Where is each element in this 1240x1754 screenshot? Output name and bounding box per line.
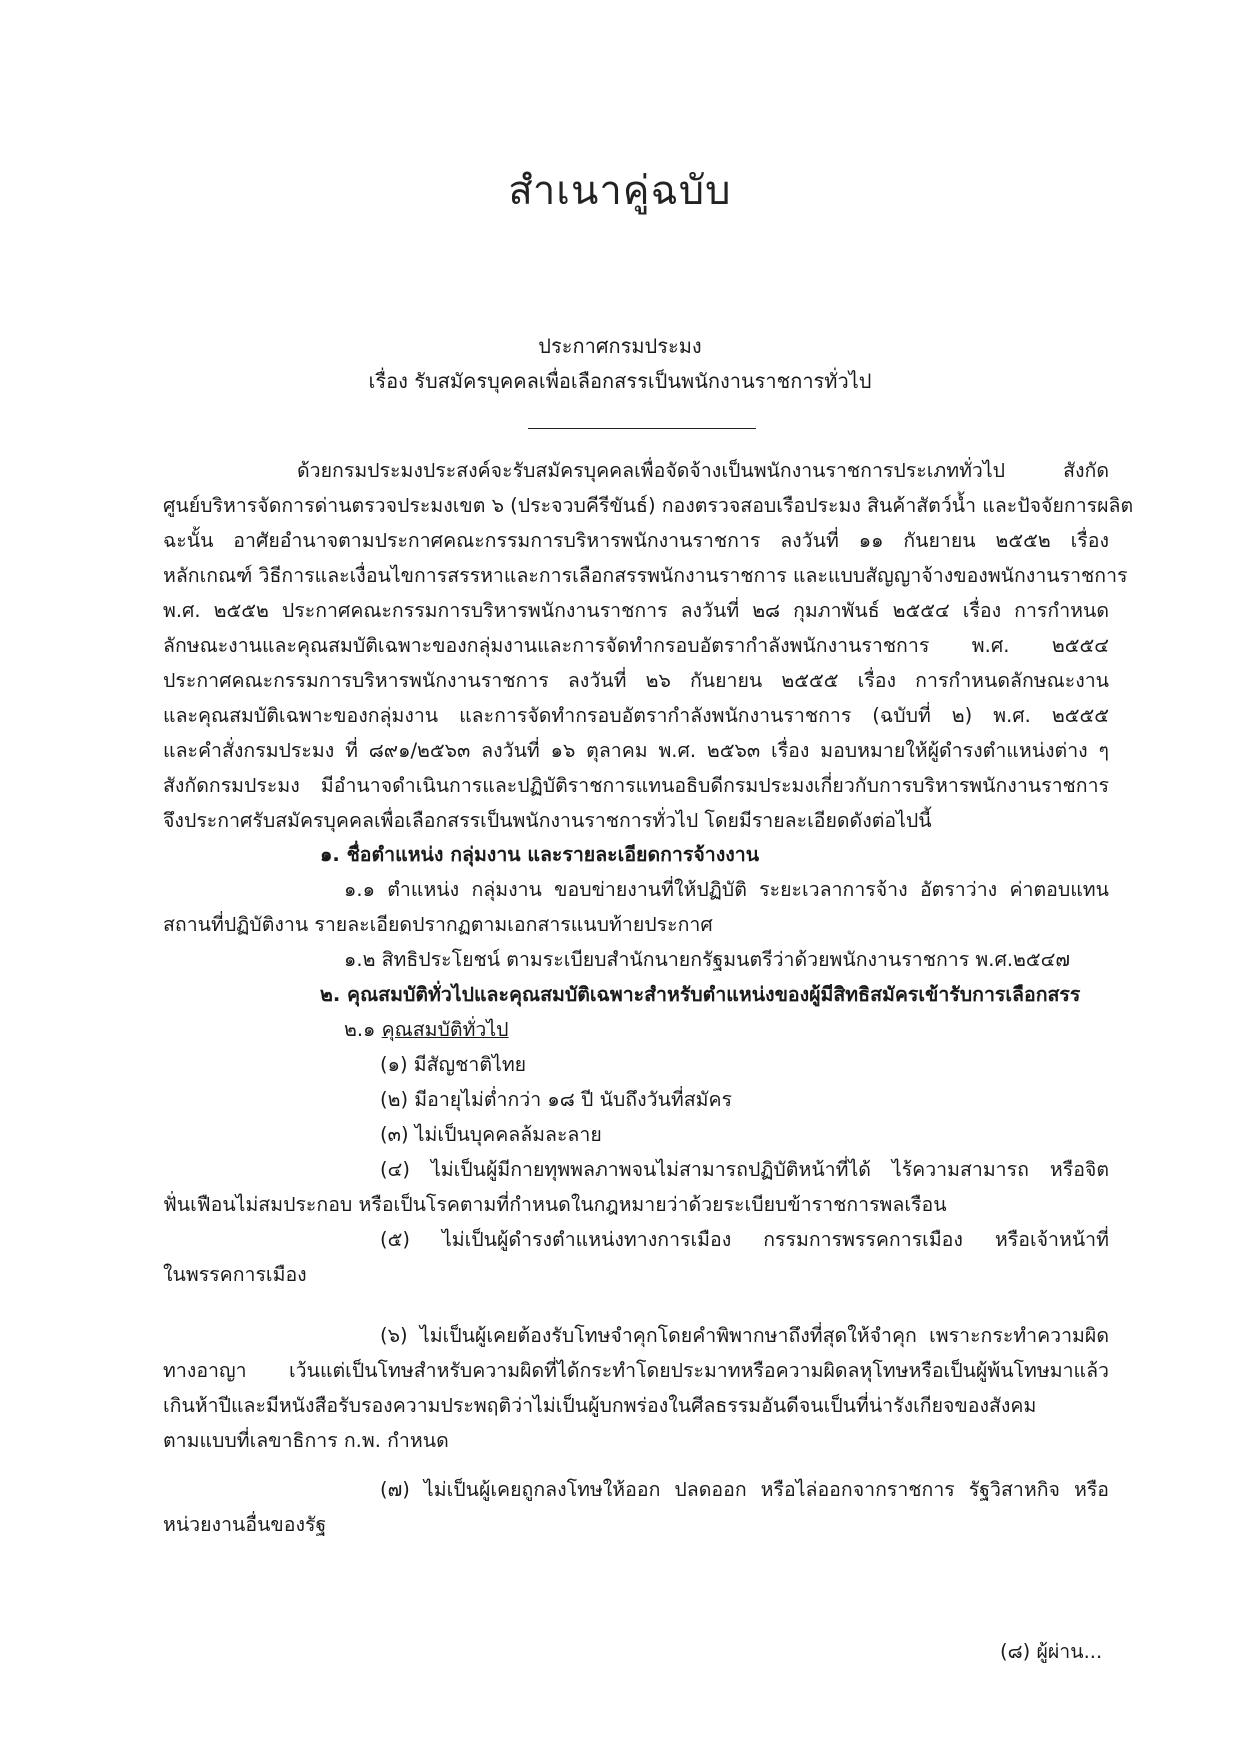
qualification-item: (๓) ไม่เป็นบุคคลล้มละลาย [380, 1123, 602, 1146]
qualification-item-cont: หน่วยงานอื่นของรัฐ [163, 1513, 327, 1536]
qualification-item-cont: ในพรรคการเมือง [163, 1263, 307, 1286]
intro-line: พ.ศ. ๒๕๕๒ ประกาศคณะกรรมการบริหารพนักงานราชการ ลงวันที่ ๒๘ กุมภาพันธ์ ๒๕๕๔ เรื่อง การกำหนด [163, 599, 1109, 622]
qualification-item: (๑) มีสัญชาติไทย [380, 1053, 527, 1076]
qualification-item-cont: เกินห้าปีและมีหนังสือรับรองความประพฤติว่าไม่เป็นผู้บกพร่องในศีลธรรมอันดีจนเป็นที่น่ารังเกียจของสังคม [163, 1394, 1037, 1417]
section-1-title: ๑. ชื่อตำแหน่ง กลุ่มงาน และรายละเอียดการจ้างงาน [320, 843, 760, 866]
header-divider [528, 428, 756, 429]
qualification-item: (๗) ไม่เป็นผู้เคยถูกลงโทษให้ออก ปลดออก หรือไล่ออกจากราชการ รัฐวิสาหกิจ หรือ [380, 1478, 1109, 1501]
intro-line: ด้วยกรมประมงประสงค์จะรับสมัครบุคคลเพื่อจัดจ้างเป็นพนักงานราชการประเภททั่วไป สังกัด [297, 459, 1109, 482]
section-2-title: ๒. คุณสมบัติทั่วไปและคุณสมบัติเฉพาะสำหรับตำแหน่งของผู้มีสิทธิสมัครเข้ารับการเลือกสรร [320, 983, 1081, 1006]
qualification-item-cont: ทางอาญา เว้นแต่เป็นโทษสำหรับความผิดที่ได้กระทำโดยประมาทหรือความผิดลหุโทษหรือเป็นผู้พ้นโทษมาแล้ว [163, 1359, 1109, 1382]
intro-line: และคุณสมบัติเฉพาะของกลุ่มงาน และการจัดทำกรอบอัตรากำลังพนักงานราชการ (ฉบับที่ ๒) พ.ศ. ๒๕๕๕ [163, 704, 1109, 727]
continuation-marker: (๘) ผู้ผ่าน... [1000, 1640, 1103, 1663]
qualification-item: (๔) ไม่เป็นผู้มีกายทุพพลภาพจนไม่สามารถปฏิบัติหน้าที่ได้ ไร้ความสามารถ หรือจิต [380, 1158, 1109, 1181]
intro-line: ลักษณะงานและคุณสมบัติเฉพาะของกลุ่มงานและการจัดทำกรอบอัตรากำลังพนักงานราชการ พ.ศ. ๒๕๕๔ [163, 634, 1109, 657]
intro-line: ประกาศคณะกรรมการบริหารพนักงานราชการ ลงวันที่ ๒๖ กันยายน ๒๕๕๕ เรื่อง การกำหนดลักษณะงาน [163, 669, 1109, 692]
section-2-1-number: ๒.๑ [344, 1018, 376, 1041]
intro-line: หลักเกณฑ์ วิธีการและเงื่อนไขการสรรหาและการเลือกสรรพนักงานราชการ และแบบสัญญาจ้างของพนักงานราชการ [163, 564, 1128, 587]
qualification-item: (๕) ไม่เป็นผู้ดำรงตำแหน่งทางการเมือง กรรมการพรรคการเมือง หรือเจ้าหน้าที่ [380, 1228, 1109, 1251]
announcement-agency: ประกาศกรมประมง [538, 334, 702, 358]
intro-line: ศูนย์บริหารจัดการด่านตรวจประมงเขต ๖ (ประจวบคีรีขันธ์) กองตรวจสอบเรือประมง สินค้าสัตว์น้ำ และปัจจัยการผลิต [163, 494, 1134, 517]
intro-line: สังกัดกรมประมง มีอำนาจดำเนินการและปฏิบัติราชการแทนอธิบดีกรมประมงเกี่ยวกับการบริหารพนักงานราชการ [163, 774, 1109, 797]
section-1-2: ๑.๒ สิทธิประโยชน์ ตามระเบียบสำนักนายกรัฐมนตรีว่าด้วยพนักงานราชการ พ.ศ.๒๕๔๗ [344, 948, 1071, 971]
intro-line: ฉะนั้น อาศัยอำนาจตามประกาศคณะกรรมการบริหารพนักงานราชการ ลงวันที่ ๑๑ กันยายน ๒๕๕๒ เรื่อง [163, 529, 1109, 552]
qualification-item-cont: ฟั่นเฟือนไม่สมประกอบ หรือเป็นโรคตามที่กำหนดในกฎหมายว่าด้วยระเบียบข้าราชการพลเรือน [163, 1193, 947, 1216]
intro-line: และคำสั่งกรมประมง ที่ ๘๙๑/๒๕๖๓ ลงวันที่ ๑๖ ตุลาคม พ.ศ. ๒๕๖๓ เรื่อง มอบหมายให้ผู้ดำรงตำแหน่งต่าง ๆ [163, 739, 1109, 762]
section-1-1-line: ๑.๑ ตำแหน่ง กลุ่มงาน ขอบข่ายงานที่ให้ปฏิบัติ ระยะเวลาการจ้าง อัตราว่าง ค่าตอบแทน [344, 878, 1109, 901]
qualification-item: (๖) ไม่เป็นผู้เคยต้องรับโทษจำคุกโดยคำพิพากษาถึงที่สุดให้จำคุก เพราะกระทำความผิด [380, 1324, 1109, 1347]
announcement-subject: เรื่อง รับสมัครบุคคลเพื่อเลือกสรรเป็นพนักงานราชการทั่วไป [368, 369, 872, 393]
qualification-item-cont: ตามแบบที่เลขาธิการ ก.พ. กำหนด [163, 1429, 449, 1452]
section-2-1-title: คุณสมบัติทั่วไป [381, 1018, 509, 1041]
section-2-1-heading [344, 1016, 509, 1044]
qualification-item: (๒) มีอายุไม่ต่ำกว่า ๑๘ ปี นับถึงวันที่สมัคร [380, 1088, 733, 1111]
intro-line: จึงประกาศรับสมัครบุคคลเพื่อเลือกสรรเป็นพนักงานราชการทั่วไป โดยมีรายละเอียดดังต่อไปนี้ [163, 809, 932, 832]
copy-stamp: สำเนาคู่ฉบับ [508, 168, 732, 214]
section-1-1-line: สถานที่ปฏิบัติงาน รายละเอียดปรากฏตามเอกสารแนบท้ายประกาศ [163, 913, 713, 936]
